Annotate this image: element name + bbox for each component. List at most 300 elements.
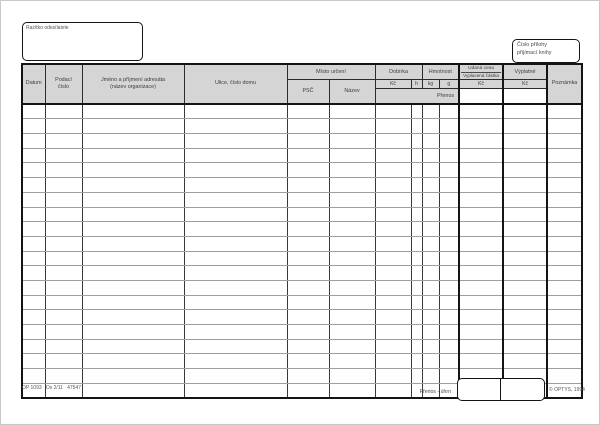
cell-nazev xyxy=(329,266,375,281)
cell-nazev xyxy=(329,134,375,149)
cell-udana-cena xyxy=(459,295,503,310)
cell-udana-cena xyxy=(459,236,503,251)
cell-jmeno xyxy=(82,295,184,310)
cell-udana-cena xyxy=(459,339,503,354)
sender-stamp-box xyxy=(22,22,143,61)
table-row xyxy=(22,325,582,340)
cell-poznamka xyxy=(547,134,582,149)
cell-poznamka xyxy=(547,119,582,134)
cell-podaci-cislo xyxy=(45,266,82,281)
cell-vyplatne xyxy=(503,266,547,281)
cell-jmeno xyxy=(82,163,184,178)
header-vyplatne: Výplatné xyxy=(503,64,547,80)
header-dobirka-h: h xyxy=(411,80,422,89)
cell-hmotnost-g xyxy=(439,178,459,193)
cell-hmotnost-kg xyxy=(422,148,439,163)
cell-vyplatne xyxy=(503,339,547,354)
header-datum: Datum xyxy=(22,64,45,104)
table-row xyxy=(22,148,582,163)
cell-dobirka-kc xyxy=(375,148,411,163)
form-code: OP 1093 Os 2/11 47547 xyxy=(22,385,82,391)
table-row xyxy=(22,134,582,149)
cell-podaci-cislo xyxy=(45,148,82,163)
cell-podaci-cislo xyxy=(45,369,82,384)
cell-nazev xyxy=(329,325,375,340)
cell-udana-cena xyxy=(459,104,503,119)
cell-nazev xyxy=(329,310,375,325)
cell-hmotnost-kg xyxy=(422,104,439,119)
cell-podaci-cislo xyxy=(45,222,82,237)
cell-podaci-cislo xyxy=(45,325,82,340)
cell-nazev xyxy=(329,178,375,193)
carryover-cell-vyplatne xyxy=(501,379,544,400)
cell-vyplatne xyxy=(503,119,547,134)
cell-ulice xyxy=(184,295,287,310)
cell-dobirka-kc xyxy=(375,354,411,369)
cell-datum xyxy=(22,222,45,237)
cell-dobirka-h xyxy=(411,148,422,163)
cell-ulice xyxy=(184,266,287,281)
cell-udana-cena xyxy=(459,354,503,369)
header-prenos: Přenos xyxy=(375,89,459,104)
cell-vyplatne xyxy=(503,178,547,193)
cell-datum xyxy=(22,104,45,119)
cell-vyplatne xyxy=(503,310,547,325)
table-row xyxy=(22,192,582,207)
cell-podaci-cislo xyxy=(45,354,82,369)
cell-ulice xyxy=(184,222,287,237)
cell-datum xyxy=(22,280,45,295)
cell-nazev xyxy=(329,280,375,295)
cell-psc xyxy=(287,280,329,295)
cell-psc xyxy=(287,310,329,325)
cell-jmeno xyxy=(82,354,184,369)
cell-dobirka-kc xyxy=(375,236,411,251)
cell-datum xyxy=(22,266,45,281)
cell-udana-cena xyxy=(459,148,503,163)
cell-hmotnost-kg xyxy=(422,236,439,251)
cell-psc xyxy=(287,354,329,369)
cell-hmotnost-kg xyxy=(422,222,439,237)
cell-hmotnost-g xyxy=(439,119,459,134)
table-row xyxy=(22,163,582,178)
cell-hmotnost-kg xyxy=(422,369,439,384)
cell-vyplatne xyxy=(503,207,547,222)
cell-datum xyxy=(22,119,45,134)
cell-datum xyxy=(22,251,45,266)
cell-poznamka xyxy=(547,148,582,163)
cell-hmotnost-g xyxy=(439,295,459,310)
cell-poznamka xyxy=(547,236,582,251)
cell-vyplatne xyxy=(503,280,547,295)
cell-psc xyxy=(287,148,329,163)
cell-hmotnost-g xyxy=(439,192,459,207)
table-row xyxy=(22,119,582,134)
cell-dobirka-kc xyxy=(375,325,411,340)
cell-ulice xyxy=(184,339,287,354)
cell-psc xyxy=(287,119,329,134)
cell-nazev xyxy=(329,236,375,251)
cell-jmeno xyxy=(82,266,184,281)
cell-dobirka-h xyxy=(411,192,422,207)
cell-dobirka-kc xyxy=(375,134,411,149)
cell-hmotnost-kg xyxy=(422,134,439,149)
carryover-cell-udana-cena xyxy=(458,379,501,400)
table-row xyxy=(22,104,582,119)
cell-nazev xyxy=(329,119,375,134)
cell-dobirka-kc xyxy=(375,163,411,178)
cell-psc xyxy=(287,295,329,310)
cell-dobirka-kc xyxy=(375,104,411,119)
cell-dobirka-h xyxy=(411,295,422,310)
cell-datum xyxy=(22,369,45,384)
cell-udana-cena xyxy=(459,280,503,295)
cell-jmeno xyxy=(82,148,184,163)
header-misto-urceni: Místo určení xyxy=(287,64,375,80)
cell-ulice xyxy=(184,310,287,325)
cell-hmotnost-kg xyxy=(422,280,439,295)
cell-poznamka xyxy=(547,178,582,193)
cell-jmeno xyxy=(82,339,184,354)
cell-dobirka-h xyxy=(411,266,422,281)
cell-nazev xyxy=(329,222,375,237)
cell-poznamka xyxy=(547,369,582,384)
cell-vyplatne xyxy=(503,134,547,149)
header-nazev: Název xyxy=(329,80,375,104)
cell-dobirka-h xyxy=(411,178,422,193)
cell-jmeno xyxy=(82,104,184,119)
cell-hmotnost-kg xyxy=(422,354,439,369)
header-poznamka: Poznámka xyxy=(547,64,582,104)
cell-hmotnost-g xyxy=(439,280,459,295)
cell-hmotnost-g xyxy=(439,207,459,222)
cell-ulice xyxy=(184,192,287,207)
header-hmotnost: Hmotnost xyxy=(422,64,459,80)
cell-datum xyxy=(22,178,45,193)
cell-poznamka xyxy=(547,104,582,119)
cell-psc xyxy=(287,369,329,384)
cell-psc xyxy=(287,192,329,207)
cell-ulice xyxy=(184,148,287,163)
cell-jmeno xyxy=(82,207,184,222)
cell-udana-cena xyxy=(459,119,503,134)
cell-datum xyxy=(22,148,45,163)
cell-ulice xyxy=(184,369,287,384)
table-row xyxy=(22,207,582,222)
header-psc: PSČ xyxy=(287,80,329,104)
cell-dobirka-h xyxy=(411,134,422,149)
cell-psc xyxy=(287,339,329,354)
cell-jmeno xyxy=(82,369,184,384)
cell-jmeno xyxy=(82,280,184,295)
cell-podaci-cislo xyxy=(45,178,82,193)
cell-hmotnost-g xyxy=(439,266,459,281)
cell-udana-cena xyxy=(459,222,503,237)
cell-hmotnost-kg xyxy=(422,192,439,207)
cell-datum xyxy=(22,236,45,251)
cell-ulice xyxy=(184,134,287,149)
cell-vyplatne xyxy=(503,325,547,340)
cell-podaci-cislo xyxy=(45,251,82,266)
table-row xyxy=(22,339,582,354)
cell-nazev xyxy=(329,354,375,369)
header-udana-cena-kc: Kč xyxy=(459,80,503,89)
cell-vyplatne xyxy=(503,236,547,251)
cell-jmeno xyxy=(82,119,184,134)
cell-ulice xyxy=(184,383,287,398)
cell-dobirka-kc xyxy=(375,280,411,295)
cell-podaci-cislo xyxy=(45,104,82,119)
cell-udana-cena xyxy=(459,192,503,207)
cell-podaci-cislo xyxy=(45,134,82,149)
table-row xyxy=(22,354,582,369)
cell-dobirka-h xyxy=(411,339,422,354)
cell-psc xyxy=(287,383,329,398)
carryover-total-box xyxy=(457,378,545,401)
cell-podaci-cislo xyxy=(45,310,82,325)
cell-jmeno xyxy=(82,192,184,207)
cell-nazev xyxy=(329,295,375,310)
cell-udana-cena xyxy=(459,325,503,340)
cell-poznamka xyxy=(547,266,582,281)
header-podaci-cislo: Podací číslo xyxy=(45,64,82,104)
cell-dobirka-h xyxy=(411,222,422,237)
cell-podaci-cislo xyxy=(45,119,82,134)
cell-poznamka xyxy=(547,222,582,237)
cell-nazev xyxy=(329,207,375,222)
cell-vyplatne xyxy=(503,163,547,178)
cell-podaci-cislo xyxy=(45,163,82,178)
cell-podaci-cislo xyxy=(45,192,82,207)
table-row xyxy=(22,236,582,251)
cell-ulice xyxy=(184,236,287,251)
cell-nazev xyxy=(329,104,375,119)
cell-hmotnost-g xyxy=(439,339,459,354)
cell-poznamka xyxy=(547,310,582,325)
cell-dobirka-kc xyxy=(375,369,411,384)
cell-jmeno xyxy=(82,251,184,266)
cell-poznamka xyxy=(547,295,582,310)
cell-podaci-cislo xyxy=(45,280,82,295)
sender-stamp-label: Razítko odesílatele xyxy=(26,25,69,31)
header-udana-cena: Udaná cena Vyplacená částka xyxy=(459,64,503,80)
prenos-entry-vyplatne xyxy=(503,89,547,104)
cell-jmeno xyxy=(82,310,184,325)
cell-dobirka-h xyxy=(411,236,422,251)
cell-podaci-cislo xyxy=(45,295,82,310)
cell-dobirka-h xyxy=(411,354,422,369)
copyright: © OPTYS, 1994 xyxy=(549,387,585,393)
attachment-number-line2: přijímací knihy xyxy=(517,49,552,56)
cell-jmeno xyxy=(82,383,184,398)
cell-poznamka xyxy=(547,354,582,369)
cell-psc xyxy=(287,325,329,340)
cell-poznamka xyxy=(547,163,582,178)
cell-jmeno xyxy=(82,134,184,149)
cell-dobirka-kc xyxy=(375,295,411,310)
cell-hmotnost-g xyxy=(439,236,459,251)
cell-psc xyxy=(287,178,329,193)
cell-dobirka-h xyxy=(411,251,422,266)
cell-udana-cena xyxy=(459,134,503,149)
cell-ulice xyxy=(184,251,287,266)
cell-ulice xyxy=(184,207,287,222)
header-jmeno-adresata: Jméno a příjmení adresáta (název organizace) xyxy=(82,64,184,104)
cell-dobirka-h xyxy=(411,310,422,325)
cell-dobirka-kc xyxy=(375,339,411,354)
header-vyplatne-kc: Kč xyxy=(503,80,547,89)
table-header xyxy=(22,64,582,104)
cell-hmotnost-g xyxy=(439,354,459,369)
cell-nazev xyxy=(329,148,375,163)
cell-datum xyxy=(22,295,45,310)
cell-hmotnost-g xyxy=(439,222,459,237)
table-row xyxy=(22,310,582,325)
cell-vyplatne xyxy=(503,251,547,266)
cell-hmotnost-g xyxy=(439,148,459,163)
header-dobirka: Dobírka xyxy=(375,64,422,80)
cell-dobirka-kc xyxy=(375,266,411,281)
cell-hmotnost-kg xyxy=(422,295,439,310)
cell-hmotnost-g xyxy=(439,104,459,119)
cell-psc xyxy=(287,236,329,251)
cell-hmotnost-g xyxy=(439,251,459,266)
cell-dobirka-h xyxy=(411,163,422,178)
cell-vyplatne xyxy=(503,192,547,207)
cell-jmeno xyxy=(82,236,184,251)
cell-podaci-cislo xyxy=(45,236,82,251)
cell-nazev xyxy=(329,339,375,354)
cell-hmotnost-kg xyxy=(422,119,439,134)
cell-ulice xyxy=(184,119,287,134)
cell-ulice xyxy=(184,104,287,119)
table-row xyxy=(22,222,582,237)
cell-psc xyxy=(287,266,329,281)
cell-udana-cena xyxy=(459,266,503,281)
cell-dobirka-kc xyxy=(375,207,411,222)
table-row xyxy=(22,295,582,310)
cell-vyplatne xyxy=(503,354,547,369)
cell-hmotnost-g xyxy=(439,134,459,149)
cell-jmeno xyxy=(82,222,184,237)
table-row xyxy=(22,266,582,281)
cell-ulice xyxy=(184,354,287,369)
header-dobirka-kc: Kč xyxy=(375,80,411,89)
cell-dobirka-kc xyxy=(375,192,411,207)
header-hmotnost-kg: kg xyxy=(422,80,439,89)
cell-hmotnost-kg xyxy=(422,266,439,281)
cell-hmotnost-kg xyxy=(422,339,439,354)
cell-hmotnost-g xyxy=(439,310,459,325)
table-row xyxy=(22,178,582,193)
cell-udana-cena xyxy=(459,310,503,325)
cell-dobirka-h xyxy=(411,119,422,134)
cell-ulice xyxy=(184,325,287,340)
cell-vyplatne xyxy=(503,148,547,163)
cell-ulice xyxy=(184,163,287,178)
prenos-entry-udana-cena xyxy=(459,89,503,104)
cell-udana-cena xyxy=(459,163,503,178)
cell-dobirka-kc xyxy=(375,251,411,266)
cell-hmotnost-kg xyxy=(422,163,439,178)
cell-dobirka-kc xyxy=(375,310,411,325)
cell-ulice xyxy=(184,280,287,295)
cell-psc xyxy=(287,163,329,178)
cell-nazev xyxy=(329,369,375,384)
cell-hmotnost-g xyxy=(439,369,459,384)
cell-datum xyxy=(22,207,45,222)
cell-poznamka xyxy=(547,207,582,222)
table-body xyxy=(22,104,582,399)
cell-psc xyxy=(287,104,329,119)
cell-datum xyxy=(22,354,45,369)
cell-udana-cena xyxy=(459,251,503,266)
cell-datum xyxy=(22,192,45,207)
cell-hmotnost-kg xyxy=(422,178,439,193)
cell-poznamka xyxy=(547,192,582,207)
cell-vyplatne xyxy=(503,104,547,119)
cell-psc xyxy=(287,207,329,222)
cell-ulice xyxy=(184,178,287,193)
cell-poznamka xyxy=(547,325,582,340)
cell-poznamka xyxy=(547,339,582,354)
cell-dobirka-h xyxy=(411,280,422,295)
cell-dobirka-h xyxy=(411,325,422,340)
attachment-number-box xyxy=(512,39,580,63)
cell-vyplatne xyxy=(503,295,547,310)
table-row xyxy=(22,251,582,266)
cell-hmotnost-g xyxy=(439,325,459,340)
cell-vyplatne xyxy=(503,222,547,237)
header-hmotnost-g: g xyxy=(439,80,459,89)
cell-dobirka-kc xyxy=(375,222,411,237)
cell-datum xyxy=(22,163,45,178)
cell-dobirka-kc xyxy=(375,119,411,134)
cell-psc xyxy=(287,134,329,149)
cell-dobirka-h xyxy=(411,207,422,222)
cell-dobirka-h xyxy=(411,369,422,384)
cell-datum xyxy=(22,134,45,149)
cell-udana-cena xyxy=(459,178,503,193)
cell-poznamka xyxy=(547,280,582,295)
cell-hmotnost-g xyxy=(439,163,459,178)
cell-podaci-cislo xyxy=(45,207,82,222)
cell-hmotnost-kg xyxy=(422,310,439,325)
cell-hmotnost-kg xyxy=(422,207,439,222)
cell-podaci-cislo xyxy=(45,339,82,354)
cell-psc xyxy=(287,251,329,266)
mail-register-table xyxy=(21,63,583,399)
cell-dobirka-h xyxy=(411,104,422,119)
cell-datum xyxy=(22,325,45,340)
attachment-number-line1: Číslo přílohy xyxy=(517,42,547,48)
cell-jmeno xyxy=(82,325,184,340)
cell-datum xyxy=(22,310,45,325)
cell-psc xyxy=(287,222,329,237)
cell-jmeno xyxy=(82,178,184,193)
cell-dobirka-kc xyxy=(375,178,411,193)
cell-hmotnost-kg xyxy=(422,251,439,266)
cell-nazev xyxy=(329,192,375,207)
cell-nazev xyxy=(329,163,375,178)
cell-hmotnost-kg xyxy=(422,325,439,340)
cell-nazev xyxy=(329,251,375,266)
table-row xyxy=(22,280,582,295)
cell-poznamka xyxy=(547,251,582,266)
cell-udana-cena xyxy=(459,207,503,222)
carryover-total-label: Přenos - úhrn xyxy=(419,389,451,395)
cell-datum xyxy=(22,339,45,354)
